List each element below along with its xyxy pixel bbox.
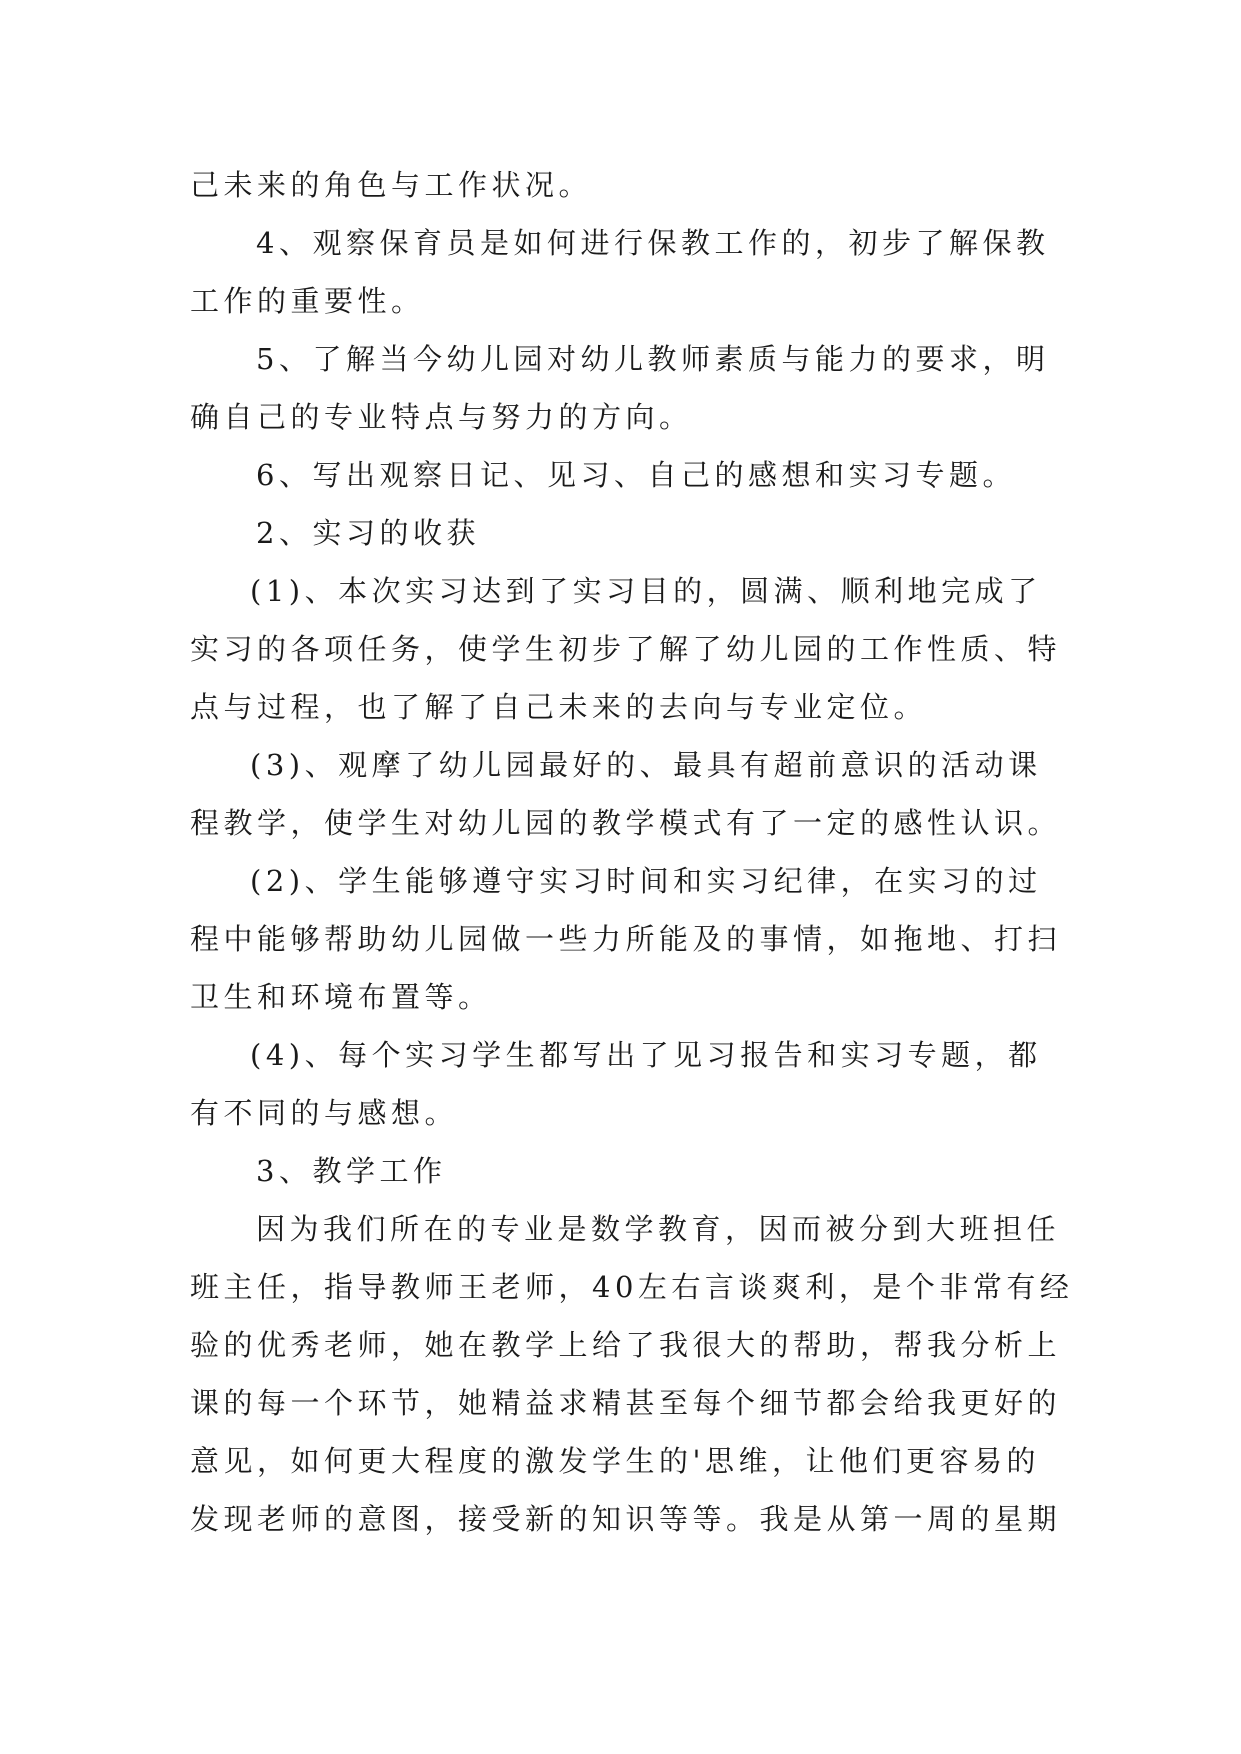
text-line: 程中能够帮助幼儿园做一些力所能及的事情，如拖地、打扫 bbox=[190, 922, 1062, 956]
text-line: 实习的各项任务，使学生初步了解了幼儿园的工作性质、特 bbox=[190, 632, 1062, 666]
text-line: 己未来的角色与工作状况。 bbox=[190, 168, 593, 202]
document-body bbox=[190, 156, 1074, 1548]
section-heading-2: 2、实习的收获 bbox=[256, 516, 480, 550]
text-line: 工作的重要性。 bbox=[190, 284, 425, 318]
text-line: 课的每一个环节，她精益求精甚至每个细节都会给我更好的 bbox=[190, 1386, 1062, 1420]
list-item-1: (1)、本次实习达到了实习目的，圆满、顺利地完成了 bbox=[250, 574, 1042, 608]
text-line: 程教学，使学生对幼儿园的教学模式有了一定的感性认识。 bbox=[190, 806, 1062, 840]
list-item-6: 6、写出观察日记、见习、自己的感想和实习专题。 bbox=[256, 458, 1016, 492]
text-line: 点与过程，也了解了自己未来的去向与专业定位。 bbox=[190, 690, 928, 724]
list-item-4: 4、观察保育员是如何进行保教工作的，初步了解保教 bbox=[256, 226, 1050, 260]
text-line: 验的优秀老师，她在教学上给了我很大的帮助，帮我分析上 bbox=[190, 1328, 1062, 1362]
text-line: 确自己的专业特点与努力的方向。 bbox=[190, 400, 693, 434]
text-line: 班主任，指导教师王老师，40左右言谈爽利，是个非常有经 bbox=[190, 1270, 1074, 1304]
text-line: 发现老师的意图，接受新的知识等等。我是从第一周的星期 bbox=[190, 1502, 1062, 1536]
list-item-5: 5、了解当今幼儿园对幼儿教师素质与能力的要求，明 bbox=[256, 342, 1050, 376]
section-heading-3: 3、教学工作 bbox=[256, 1154, 447, 1188]
list-item-3: (3)、观摩了幼儿园最好的、最具有超前意识的活动课 bbox=[250, 748, 1042, 782]
text-line: 卫生和环境布置等。 bbox=[190, 980, 492, 1014]
text-line: 意见，如何更大程度的激发学生的'思维，让他们更容易的 bbox=[190, 1444, 1040, 1478]
list-item-2: (2)、学生能够遵守实习时间和实习纪律，在实习的过 bbox=[250, 864, 1042, 898]
paragraph-start: 因为我们所在的专业是数学教育，因而被分到大班担任 bbox=[256, 1212, 1061, 1246]
text-line: 有不同的与感想。 bbox=[190, 1096, 459, 1130]
list-item-4b: (4)、每个实习学生都写出了见习报告和实习专题，都 bbox=[250, 1038, 1042, 1072]
